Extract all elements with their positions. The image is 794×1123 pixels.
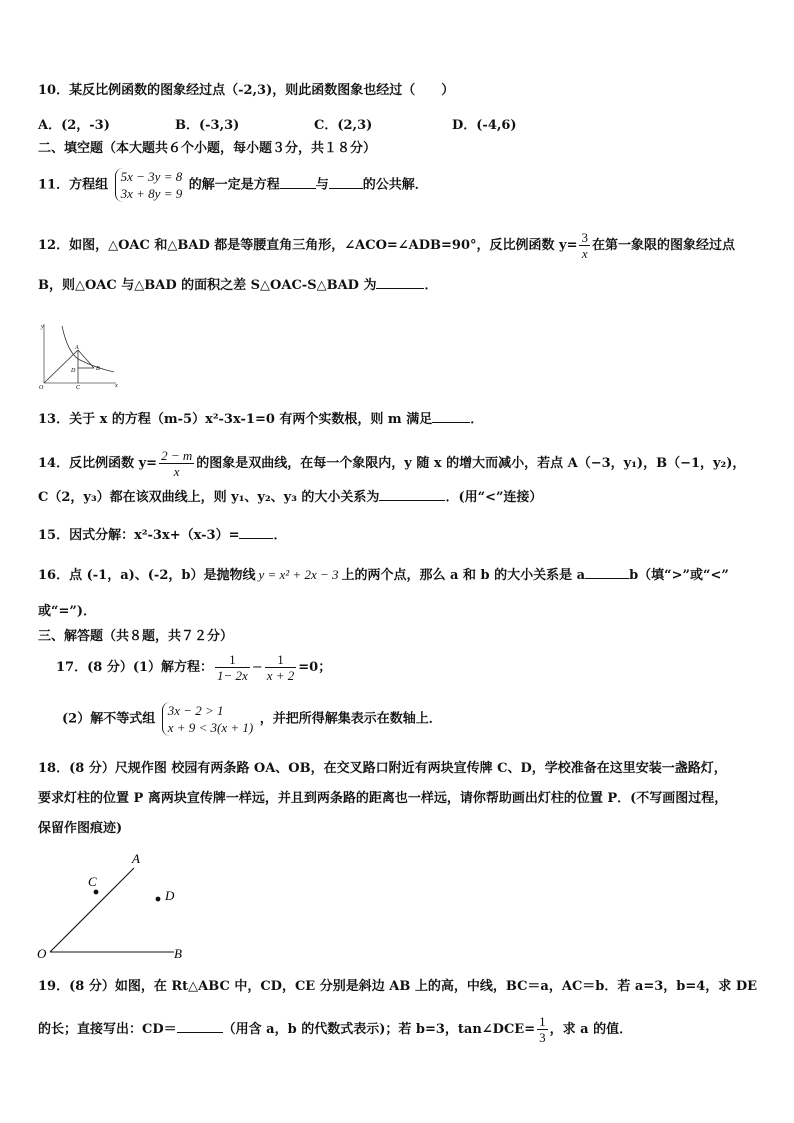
- q16-line-1: [38, 566, 729, 585]
- q12-frac-den: x: [581, 246, 588, 261]
- q12-end: ．: [424, 278, 438, 293]
- q17-part1-suffix: =0；: [298, 660, 332, 675]
- q19-blank[interactable]: [177, 1020, 223, 1033]
- q19-frac-den: 3: [539, 1030, 546, 1045]
- q19-line-1: 19．(8 分）如图，在 Rt△ABC 中，CD，CE 分别是斜边 AB 上的高，中线，BC＝a，AC＝b．若 a=3，b=4，求 DE: [38, 979, 758, 994]
- q18-fig-label-o: O: [37, 946, 47, 961]
- q10-stem: 10．某反比例函数的图象经过点（-2,3)，则此函数图象也经过（ ）: [38, 83, 455, 98]
- q11-eq2: 3x + 8y = 9: [120, 186, 183, 201]
- q12-fig-label-c: C: [76, 385, 81, 390]
- q11-suffix: 的公共解．: [362, 177, 428, 193]
- q15-text: 15．因式分解：x²-3x+（x-3）=: [38, 528, 240, 543]
- q17-part2-suffix: ，并把所得解集表示在数轴上．: [259, 711, 442, 727]
- q14-frac-num: 2 − m: [161, 448, 193, 463]
- q14-line-2: [38, 488, 542, 507]
- q11-blank-2[interactable]: [329, 176, 363, 189]
- q12-frac-num: 3: [581, 230, 588, 245]
- q19-line2c: ，求 a 的值．: [549, 1022, 633, 1037]
- q17-minus: −: [251, 660, 263, 675]
- q14-fraction: [159, 448, 194, 479]
- q17-part1-prefix: 17．(8 分）(1）解方程：: [56, 660, 214, 675]
- q16-text-1: 16．点 (-1，a)、(-2，b）是抛物线: [38, 568, 256, 583]
- q17-fraction-2: [265, 652, 297, 683]
- q17-part-2: [62, 702, 442, 736]
- q12-line-2: [38, 276, 437, 295]
- q11-and: 与: [315, 177, 329, 193]
- q12-text-1: 12．如图，△OAC 和△BAD 都是等腰直角三角形，∠ACO=∠ADB=90°，反比例函数 y=: [38, 238, 578, 253]
- q11-prefix: 11．方程组: [38, 177, 109, 193]
- section-heading-fill-in: 二、填空题（本大题共６个小题，每小题３分，共１８分）: [38, 141, 377, 156]
- q12-fig-label-x: x: [115, 383, 118, 389]
- q18-fig-label-b: B: [174, 946, 182, 961]
- q14-text-3: C（2，y₃）都在该双曲线上，则 y₁、y₂、y₃ 的大小关系为: [38, 490, 380, 505]
- q18-fig-label-a: A: [132, 851, 140, 866]
- q13-end: ．: [470, 412, 484, 427]
- q10-option-b: B．(-3,3): [175, 118, 240, 133]
- q11: [38, 168, 428, 202]
- q17-ineq2: x + 9 < 3(x + 1): [167, 720, 254, 735]
- q11-eq1: 5x − 3y = 8: [120, 169, 183, 184]
- q14-text-1: 14．反比例函数 y=: [38, 456, 158, 471]
- q12-figure: [36, 320, 122, 390]
- q15-end: ．: [273, 528, 287, 543]
- q13-blank[interactable]: [432, 410, 470, 423]
- q14-text-2: 的图象是双曲线，在每一个象限内，y 随 x 的增大而减小，若点 A（−3，y₁)，B（−1，y₂)，: [196, 456, 746, 471]
- q13-text: 13．关于 x 的方程（m-5）x²-3x-1=0 有两个实数根，则 m 满足: [38, 412, 433, 427]
- q10-option-a: A．(2，-3): [38, 118, 110, 133]
- q17-part-1: [56, 652, 331, 683]
- q17-part2-prefix: (2）解不等式组: [62, 711, 156, 727]
- q11-equation-system: [115, 168, 183, 202]
- q12-text-2: 在第一象限的图象经过点: [591, 238, 735, 253]
- q12-text-3: B，则△OAC 与△BAD 的面积之差 S△OAC-S△BAD 为: [38, 278, 377, 293]
- q19-line2b: （用含 a，b 的代数式表示)；若 b=3，tan∠DCE=: [222, 1022, 536, 1037]
- q10-option-c: C．(2,3): [314, 118, 373, 133]
- q16-text-2: 上的两个点，那么 a 和 b 的大小关系是 a: [341, 568, 586, 583]
- q19-line-2: [38, 1014, 632, 1045]
- q17-ineq1: 3x − 2 > 1: [167, 703, 224, 718]
- q17-f2-den: x + 2: [266, 668, 295, 683]
- q16-formula: y = x² + 2x − 3: [258, 567, 339, 582]
- q18-line-1: 18．(8 分）尺规作图 校园有两条路 OA、OB，在交叉路口附近有两块宣传牌 C、D，学校准备在这里安装一盏路灯，: [38, 761, 727, 776]
- q17-f1-num: 1: [215, 652, 250, 668]
- q14-frac-den: x: [173, 464, 180, 479]
- q12-blank[interactable]: [376, 276, 424, 289]
- q17-f2-num: 1: [265, 652, 297, 668]
- q14-end: ．(用“<”连接）: [445, 490, 543, 505]
- q10-option-d: D．(-4,6): [452, 118, 517, 133]
- q17-inequality-system: [162, 702, 254, 736]
- q18-figure: [30, 848, 200, 964]
- q12-fig-label-y: y: [41, 324, 44, 330]
- q18-line-2: 要求灯柱的位置 P 离两块宣传牌一样远，并且到两条路的距离也一样远，请你帮助画出灯柱的位置 P．(不写画图过程，: [38, 791, 728, 806]
- q13: [38, 410, 483, 429]
- q11-mid: 的解一定是方程: [188, 177, 280, 193]
- q17-f1-den: 1− 2x: [217, 668, 248, 683]
- q12-fig-label-d: D: [71, 368, 76, 374]
- q15: [38, 526, 287, 545]
- q18-line-3: 保留作图痕迹): [38, 821, 123, 836]
- q14-line-1: [38, 448, 745, 479]
- q16-line-2: 或“=”)．: [38, 604, 96, 619]
- q19-line2a: 的长；直接写出：CD＝: [38, 1022, 177, 1037]
- q16-blank[interactable]: [585, 566, 629, 579]
- q11-blank-1[interactable]: [280, 176, 316, 189]
- q19-fraction: [537, 1014, 548, 1045]
- q18-fig-label-c: C: [88, 874, 97, 889]
- q17-fraction-1: [215, 652, 250, 683]
- q14-blank[interactable]: [379, 488, 445, 501]
- q12-line-1: [38, 230, 735, 261]
- q12-fig-label-o: O: [39, 385, 44, 390]
- q12-fraction: [579, 230, 590, 261]
- q15-blank[interactable]: [239, 526, 273, 539]
- q12-fig-label-b: B: [96, 366, 100, 372]
- q12-fig-label-a: A: [75, 345, 79, 351]
- q16-text-3: b（填“>”或“<”: [629, 568, 729, 583]
- q18-fig-label-d: D: [165, 888, 175, 903]
- q19-frac-num: 1: [539, 1014, 546, 1029]
- section-heading-solutions: 三、解答题（共８题，共７２分）: [38, 629, 234, 644]
